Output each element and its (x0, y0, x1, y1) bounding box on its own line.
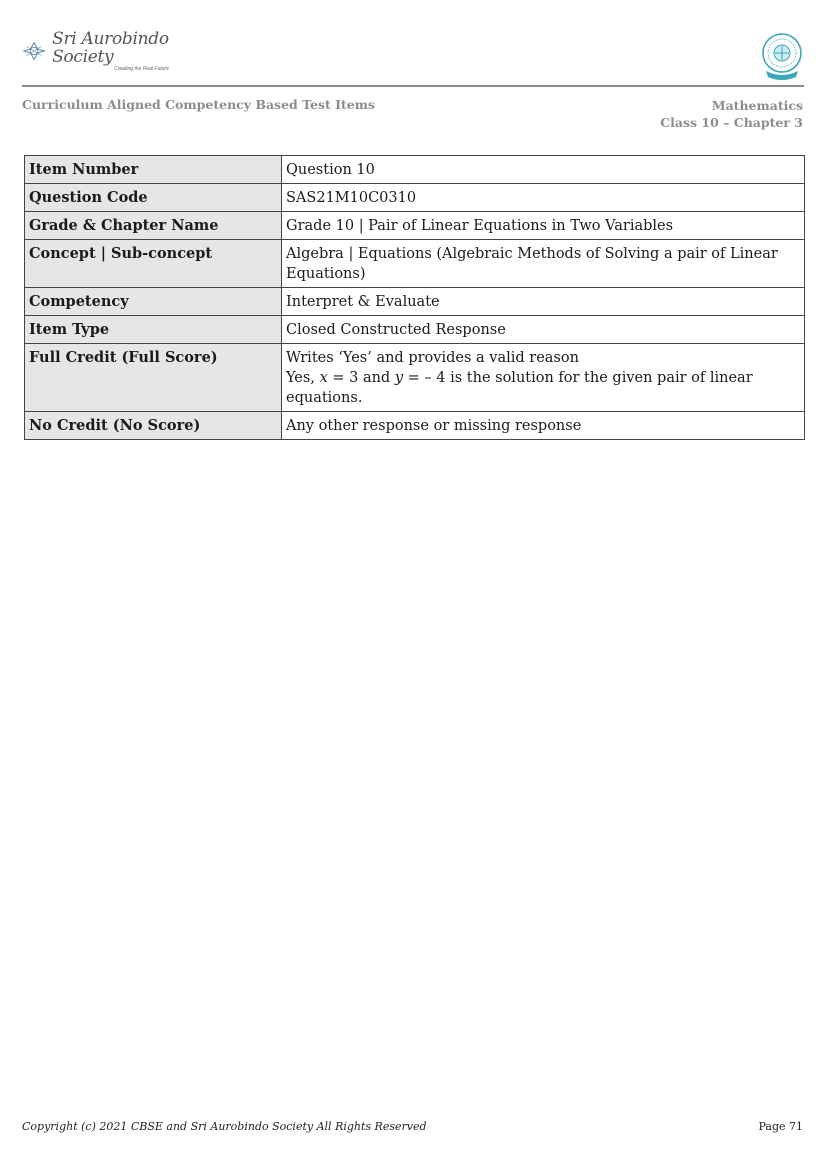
variable-y: y (394, 370, 404, 386)
row-value: SAS21M10C0310 (282, 184, 805, 212)
cbse-seal-icon (760, 33, 804, 83)
table-row (25, 316, 805, 344)
table-row (25, 184, 805, 212)
subject-heading (660, 97, 803, 131)
row-value: Algebra | Equations (Algebraic Methods of Solving a pair of Linear Equations) (282, 240, 805, 288)
table-row (25, 412, 805, 440)
row-label: Full Credit (Full Score) (25, 344, 282, 412)
row-value: Question 10 (282, 156, 805, 184)
item-metadata-table (24, 155, 805, 440)
row-label: Concept | Sub-concept (25, 240, 282, 288)
subject-label: Mathematics (711, 98, 803, 113)
row-label: Grade & Chapter Name (25, 212, 282, 240)
lotus-emblem-icon (22, 40, 46, 62)
row-label: No Credit (No Score) (25, 412, 282, 440)
table-row (25, 212, 805, 240)
page-number: Page 71 (758, 1120, 803, 1133)
table-row (25, 344, 805, 412)
row-value: Any other response or missing response (282, 412, 805, 440)
class-chapter-label: Class 10 – Chapter 3 (660, 115, 803, 130)
row-label: Competency (25, 288, 282, 316)
row-label: Item Type (25, 316, 282, 344)
brand-name: Sri Aurobindo Society (52, 29, 169, 67)
row-label: Item Number (25, 156, 282, 184)
sri-aurobindo-society-logo (22, 29, 222, 72)
table-row (25, 240, 805, 288)
table-row (25, 288, 805, 316)
row-value: Grade 10 | Pair of Linear Equations in Two Variables (282, 212, 805, 240)
copyright-notice: Copyright (c) 2021 CBSE and Sri Aurobindo Society All Rights Reserved (22, 1120, 427, 1133)
table-row (25, 156, 805, 184)
variable-x: x (319, 370, 328, 386)
full-credit-value (282, 344, 805, 412)
row-label: Question Code (25, 184, 282, 212)
header-divider (22, 85, 804, 87)
document-series-title: Curriculum Aligned Competency Based Test Items (22, 97, 375, 112)
row-value: Closed Constructed Response (282, 316, 805, 344)
full-credit-criteria: Writes ‘Yes’ and provides a valid reason (286, 350, 579, 366)
row-value: Interpret & Evaluate (282, 288, 805, 316)
brand-tagline: Creating the Real Future (114, 66, 169, 72)
full-credit-answer: Yes, x = 3 and y = – 4 is the solution for the given pair of linear equations. (286, 370, 753, 406)
